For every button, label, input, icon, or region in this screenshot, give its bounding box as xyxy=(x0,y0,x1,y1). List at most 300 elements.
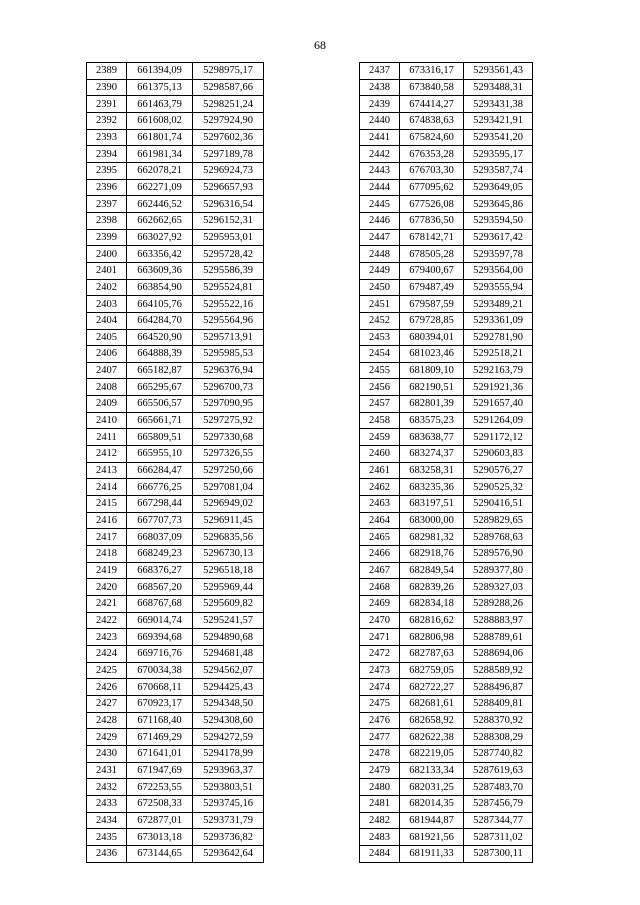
point-number-cell: 2407 xyxy=(87,362,127,379)
x-coordinate-cell: 681911,33 xyxy=(400,845,464,862)
point-number-cell: 2477 xyxy=(360,729,400,746)
point-number-cell: 2412 xyxy=(87,446,127,463)
x-coordinate-cell: 665182,87 xyxy=(127,362,193,379)
y-coordinate-cell: 5297250,66 xyxy=(193,462,264,479)
y-coordinate-cell: 5287483,70 xyxy=(464,779,533,796)
point-number-cell: 2442 xyxy=(360,146,400,163)
point-number-cell: 2437 xyxy=(360,63,400,80)
point-number-cell: 2449 xyxy=(360,262,400,279)
table-row xyxy=(87,712,264,729)
x-coordinate-cell: 683197,51 xyxy=(400,496,464,513)
x-coordinate-cell: 683000,00 xyxy=(400,512,464,529)
table-row xyxy=(360,645,533,662)
point-number-cell: 2463 xyxy=(360,496,400,513)
table-row xyxy=(360,79,533,96)
point-number-cell: 2416 xyxy=(87,512,127,529)
y-coordinate-cell: 5292518,21 xyxy=(464,346,533,363)
table-row xyxy=(87,329,264,346)
y-coordinate-cell: 5296152,31 xyxy=(193,212,264,229)
x-coordinate-cell: 664520,90 xyxy=(127,329,193,346)
x-coordinate-cell: 672508,33 xyxy=(127,795,193,812)
x-coordinate-cell: 673840,58 xyxy=(400,79,464,96)
y-coordinate-cell: 5296924,73 xyxy=(193,162,264,179)
point-number-cell: 2402 xyxy=(87,279,127,296)
y-coordinate-cell: 5293617,42 xyxy=(464,229,533,246)
table-row xyxy=(87,296,264,313)
table-row xyxy=(87,845,264,862)
point-number-cell: 2389 xyxy=(87,63,127,80)
table-row xyxy=(87,179,264,196)
table-row xyxy=(87,812,264,829)
table-row xyxy=(87,462,264,479)
x-coordinate-cell: 664105,76 xyxy=(127,296,193,313)
x-coordinate-cell: 681944,87 xyxy=(400,812,464,829)
point-number-cell: 2469 xyxy=(360,596,400,613)
table-row xyxy=(87,129,264,146)
x-coordinate-cell: 678505,28 xyxy=(400,246,464,263)
point-number-cell: 2428 xyxy=(87,712,127,729)
table-row xyxy=(360,362,533,379)
y-coordinate-cell: 5296316,54 xyxy=(193,196,264,213)
y-coordinate-cell: 5293431,38 xyxy=(464,96,533,113)
x-coordinate-cell: 661375,13 xyxy=(127,79,193,96)
point-number-cell: 2472 xyxy=(360,645,400,662)
x-coordinate-cell: 674414,27 xyxy=(400,96,464,113)
x-coordinate-cell: 664888,39 xyxy=(127,346,193,363)
table-row xyxy=(360,146,533,163)
point-number-cell: 2395 xyxy=(87,162,127,179)
y-coordinate-cell: 5294425,43 xyxy=(193,679,264,696)
point-number-cell: 2426 xyxy=(87,679,127,696)
table-row xyxy=(360,695,533,712)
x-coordinate-cell: 665955,10 xyxy=(127,446,193,463)
x-coordinate-cell: 670923,17 xyxy=(127,695,193,712)
y-coordinate-cell: 5288694,06 xyxy=(464,645,533,662)
table-row xyxy=(87,629,264,646)
point-number-cell: 2434 xyxy=(87,812,127,829)
y-coordinate-cell: 5296700,73 xyxy=(193,379,264,396)
y-coordinate-cell: 5287311,02 xyxy=(464,829,533,846)
y-coordinate-cell: 5297326,55 xyxy=(193,446,264,463)
y-coordinate-cell: 5294178,99 xyxy=(193,745,264,762)
x-coordinate-cell: 671947,69 xyxy=(127,762,193,779)
point-number-cell: 2444 xyxy=(360,179,400,196)
table-row xyxy=(87,362,264,379)
table-row xyxy=(87,529,264,546)
point-number-cell: 2448 xyxy=(360,246,400,263)
point-number-cell: 2445 xyxy=(360,196,400,213)
point-number-cell: 2396 xyxy=(87,179,127,196)
x-coordinate-cell: 669716,76 xyxy=(127,645,193,662)
y-coordinate-cell: 5291921,36 xyxy=(464,379,533,396)
point-number-cell: 2400 xyxy=(87,246,127,263)
point-number-cell: 2401 xyxy=(87,262,127,279)
x-coordinate-cell: 662446,52 xyxy=(127,196,193,213)
y-coordinate-cell: 5288789,61 xyxy=(464,629,533,646)
table-row xyxy=(87,429,264,446)
table-row xyxy=(87,496,264,513)
table-row xyxy=(360,446,533,463)
x-coordinate-cell: 682681,61 xyxy=(400,695,464,712)
y-coordinate-cell: 5287300,11 xyxy=(464,845,533,862)
table-row xyxy=(360,629,533,646)
point-number-cell: 2457 xyxy=(360,396,400,413)
point-number-cell: 2438 xyxy=(360,79,400,96)
y-coordinate-cell: 5298251,24 xyxy=(193,96,264,113)
x-coordinate-cell: 682806,98 xyxy=(400,629,464,646)
x-coordinate-cell: 666776,25 xyxy=(127,479,193,496)
point-number-cell: 2439 xyxy=(360,96,400,113)
table-row xyxy=(360,346,533,363)
x-coordinate-cell: 677526,08 xyxy=(400,196,464,213)
table-row xyxy=(87,546,264,563)
y-coordinate-cell: 5296949,02 xyxy=(193,496,264,513)
x-coordinate-cell: 682014,35 xyxy=(400,795,464,812)
table-row xyxy=(360,479,533,496)
table-row xyxy=(87,795,264,812)
x-coordinate-cell: 665661,71 xyxy=(127,412,193,429)
y-coordinate-cell: 5293489,21 xyxy=(464,296,533,313)
y-coordinate-cell: 5295609,82 xyxy=(193,596,264,613)
point-number-cell: 2474 xyxy=(360,679,400,696)
x-coordinate-cell: 667707,73 xyxy=(127,512,193,529)
point-number-cell: 2390 xyxy=(87,79,127,96)
table-row xyxy=(87,396,264,413)
point-number-cell: 2394 xyxy=(87,146,127,163)
x-coordinate-cell: 669014,74 xyxy=(127,612,193,629)
y-coordinate-cell: 5288370,92 xyxy=(464,712,533,729)
y-coordinate-cell: 5293587,74 xyxy=(464,162,533,179)
x-coordinate-cell: 675824,60 xyxy=(400,129,464,146)
y-coordinate-cell: 5295713,91 xyxy=(193,329,264,346)
y-coordinate-cell: 5287456,79 xyxy=(464,795,533,812)
x-coordinate-cell: 663356,42 xyxy=(127,246,193,263)
table-row xyxy=(87,512,264,529)
y-coordinate-cell: 5292781,90 xyxy=(464,329,533,346)
table-row xyxy=(87,212,264,229)
y-coordinate-cell: 5296730,13 xyxy=(193,546,264,563)
y-coordinate-cell: 5293555,94 xyxy=(464,279,533,296)
table-row xyxy=(87,196,264,213)
x-coordinate-cell: 682219,05 xyxy=(400,745,464,762)
table-row xyxy=(360,429,533,446)
y-coordinate-cell: 5288496,87 xyxy=(464,679,533,696)
point-number-cell: 2458 xyxy=(360,412,400,429)
y-coordinate-cell: 5290416,51 xyxy=(464,496,533,513)
point-number-cell: 2451 xyxy=(360,296,400,313)
y-coordinate-cell: 5293803,51 xyxy=(193,779,264,796)
y-coordinate-cell: 5296657,93 xyxy=(193,179,264,196)
y-coordinate-cell: 5288409,81 xyxy=(464,695,533,712)
y-coordinate-cell: 5295586,39 xyxy=(193,262,264,279)
y-coordinate-cell: 5293645,86 xyxy=(464,196,533,213)
x-coordinate-cell: 683235,36 xyxy=(400,479,464,496)
x-coordinate-cell: 668567,20 xyxy=(127,579,193,596)
x-coordinate-cell: 681921,56 xyxy=(400,829,464,846)
table-row xyxy=(87,695,264,712)
x-coordinate-cell: 676703,30 xyxy=(400,162,464,179)
point-number-cell: 2462 xyxy=(360,479,400,496)
y-coordinate-cell: 5295241,57 xyxy=(193,612,264,629)
table-row xyxy=(360,829,533,846)
x-coordinate-cell: 673013,18 xyxy=(127,829,193,846)
point-number-cell: 2480 xyxy=(360,779,400,796)
x-coordinate-cell: 683274,37 xyxy=(400,446,464,463)
y-coordinate-cell: 5297275,92 xyxy=(193,412,264,429)
point-number-cell: 2479 xyxy=(360,762,400,779)
y-coordinate-cell: 5290603,83 xyxy=(464,446,533,463)
x-coordinate-cell: 682834,18 xyxy=(400,596,464,613)
point-number-cell: 2409 xyxy=(87,396,127,413)
table-row xyxy=(360,679,533,696)
point-number-cell: 2405 xyxy=(87,329,127,346)
point-number-cell: 2482 xyxy=(360,812,400,829)
point-number-cell: 2483 xyxy=(360,829,400,846)
x-coordinate-cell: 682787,63 xyxy=(400,645,464,662)
point-number-cell: 2427 xyxy=(87,695,127,712)
table-row xyxy=(360,579,533,596)
table-row xyxy=(360,63,533,80)
table-row xyxy=(360,279,533,296)
table-row xyxy=(360,462,533,479)
point-number-cell: 2413 xyxy=(87,462,127,479)
y-coordinate-cell: 5290576,27 xyxy=(464,462,533,479)
point-number-cell: 2436 xyxy=(87,845,127,862)
x-coordinate-cell: 672253,55 xyxy=(127,779,193,796)
point-number-cell: 2481 xyxy=(360,795,400,812)
x-coordinate-cell: 682759,05 xyxy=(400,662,464,679)
y-coordinate-cell: 5292163,79 xyxy=(464,362,533,379)
x-coordinate-cell: 669394,68 xyxy=(127,629,193,646)
table-row xyxy=(360,729,533,746)
point-number-cell: 2476 xyxy=(360,712,400,729)
point-number-cell: 2414 xyxy=(87,479,127,496)
x-coordinate-cell: 662271,09 xyxy=(127,179,193,196)
y-coordinate-cell: 5293595,17 xyxy=(464,146,533,163)
x-coordinate-cell: 661463,79 xyxy=(127,96,193,113)
y-coordinate-cell: 5294890,68 xyxy=(193,629,264,646)
table-row xyxy=(87,479,264,496)
x-coordinate-cell: 661801,74 xyxy=(127,129,193,146)
y-coordinate-cell: 5293594,50 xyxy=(464,212,533,229)
x-coordinate-cell: 668249,23 xyxy=(127,546,193,563)
table-row xyxy=(87,562,264,579)
y-coordinate-cell: 5293642,64 xyxy=(193,845,264,862)
table-row xyxy=(87,596,264,613)
y-coordinate-cell: 5289288,26 xyxy=(464,596,533,613)
point-number-cell: 2411 xyxy=(87,429,127,446)
point-number-cell: 2475 xyxy=(360,695,400,712)
page-number: 68 xyxy=(314,38,326,52)
point-number-cell: 2467 xyxy=(360,562,400,579)
point-number-cell: 2471 xyxy=(360,629,400,646)
point-number-cell: 2454 xyxy=(360,346,400,363)
y-coordinate-cell: 5297081,04 xyxy=(193,479,264,496)
table-row xyxy=(87,79,264,96)
y-coordinate-cell: 5297330,68 xyxy=(193,429,264,446)
point-number-cell: 2392 xyxy=(87,112,127,129)
point-number-cell: 2473 xyxy=(360,662,400,679)
x-coordinate-cell: 662662,65 xyxy=(127,212,193,229)
point-number-cell: 2393 xyxy=(87,129,127,146)
point-number-cell: 2406 xyxy=(87,346,127,363)
x-coordinate-cell: 670034,38 xyxy=(127,662,193,679)
point-number-cell: 2455 xyxy=(360,362,400,379)
y-coordinate-cell: 5293361,09 xyxy=(464,312,533,329)
point-number-cell: 2440 xyxy=(360,112,400,129)
y-coordinate-cell: 5291264,09 xyxy=(464,412,533,429)
x-coordinate-cell: 678142,71 xyxy=(400,229,464,246)
x-coordinate-cell: 682722,27 xyxy=(400,679,464,696)
table-row xyxy=(360,662,533,679)
point-number-cell: 2446 xyxy=(360,212,400,229)
x-coordinate-cell: 682839,26 xyxy=(400,579,464,596)
coordinates-table-left xyxy=(86,62,264,863)
table-row xyxy=(87,262,264,279)
x-coordinate-cell: 679587,59 xyxy=(400,296,464,313)
table-row xyxy=(360,496,533,513)
point-number-cell: 2417 xyxy=(87,529,127,546)
table-row xyxy=(360,745,533,762)
point-number-cell: 2466 xyxy=(360,546,400,563)
x-coordinate-cell: 668767,68 xyxy=(127,596,193,613)
y-coordinate-cell: 5289829,65 xyxy=(464,512,533,529)
table-row xyxy=(360,596,533,613)
point-number-cell: 2404 xyxy=(87,312,127,329)
table-row xyxy=(87,279,264,296)
y-coordinate-cell: 5288883,97 xyxy=(464,612,533,629)
table-row xyxy=(87,229,264,246)
x-coordinate-cell: 668376,27 xyxy=(127,562,193,579)
y-coordinate-cell: 5294562,07 xyxy=(193,662,264,679)
y-coordinate-cell: 5294681,48 xyxy=(193,645,264,662)
point-number-cell: 2465 xyxy=(360,529,400,546)
point-number-cell: 2453 xyxy=(360,329,400,346)
y-coordinate-cell: 5295985,53 xyxy=(193,346,264,363)
x-coordinate-cell: 682190,51 xyxy=(400,379,464,396)
table-row xyxy=(360,562,533,579)
table-row xyxy=(87,829,264,846)
y-coordinate-cell: 5293745,16 xyxy=(193,795,264,812)
table-row xyxy=(360,296,533,313)
table-row xyxy=(87,312,264,329)
table-row xyxy=(360,795,533,812)
x-coordinate-cell: 673316,17 xyxy=(400,63,464,80)
point-number-cell: 2478 xyxy=(360,745,400,762)
point-number-cell: 2415 xyxy=(87,496,127,513)
x-coordinate-cell: 662078,21 xyxy=(127,162,193,179)
table-row xyxy=(87,146,264,163)
x-coordinate-cell: 682918,76 xyxy=(400,546,464,563)
table-row xyxy=(87,662,264,679)
point-number-cell: 2423 xyxy=(87,629,127,646)
point-number-cell: 2429 xyxy=(87,729,127,746)
table-row xyxy=(360,162,533,179)
x-coordinate-cell: 682658,92 xyxy=(400,712,464,729)
y-coordinate-cell: 5294308,60 xyxy=(193,712,264,729)
x-coordinate-cell: 661981,34 xyxy=(127,146,193,163)
y-coordinate-cell: 5297189,78 xyxy=(193,146,264,163)
point-number-cell: 2443 xyxy=(360,162,400,179)
y-coordinate-cell: 5297924,90 xyxy=(193,112,264,129)
table-row xyxy=(360,512,533,529)
table-row xyxy=(360,312,533,329)
point-number-cell: 2424 xyxy=(87,645,127,662)
table-row xyxy=(360,612,533,629)
x-coordinate-cell: 663854,90 xyxy=(127,279,193,296)
x-coordinate-cell: 677836,50 xyxy=(400,212,464,229)
table-row xyxy=(360,112,533,129)
table-row xyxy=(360,246,533,263)
table-row xyxy=(87,762,264,779)
x-coordinate-cell: 679487,49 xyxy=(400,279,464,296)
table-row xyxy=(87,612,264,629)
y-coordinate-cell: 5289377,80 xyxy=(464,562,533,579)
x-coordinate-cell: 668037,09 xyxy=(127,529,193,546)
point-number-cell: 2435 xyxy=(87,829,127,846)
y-coordinate-cell: 5289327,03 xyxy=(464,579,533,596)
point-number-cell: 2398 xyxy=(87,212,127,229)
x-coordinate-cell: 667298,44 xyxy=(127,496,193,513)
table-row xyxy=(360,396,533,413)
y-coordinate-cell: 5294272,59 xyxy=(193,729,264,746)
table-row xyxy=(360,129,533,146)
point-number-cell: 2464 xyxy=(360,512,400,529)
point-number-cell: 2433 xyxy=(87,795,127,812)
y-coordinate-cell: 5293561,43 xyxy=(464,63,533,80)
table-row xyxy=(360,845,533,862)
y-coordinate-cell: 5291657,40 xyxy=(464,396,533,413)
point-number-cell: 2420 xyxy=(87,579,127,596)
x-coordinate-cell: 664284,70 xyxy=(127,312,193,329)
y-coordinate-cell: 5289768,63 xyxy=(464,529,533,546)
x-coordinate-cell: 671641,01 xyxy=(127,745,193,762)
x-coordinate-cell: 682133,34 xyxy=(400,762,464,779)
x-coordinate-cell: 683258,31 xyxy=(400,462,464,479)
x-coordinate-cell: 681809,10 xyxy=(400,362,464,379)
point-number-cell: 2468 xyxy=(360,579,400,596)
x-coordinate-cell: 661608,02 xyxy=(127,112,193,129)
x-coordinate-cell: 674838,63 xyxy=(400,112,464,129)
table-row xyxy=(87,346,264,363)
x-coordinate-cell: 671469,29 xyxy=(127,729,193,746)
point-number-cell: 2430 xyxy=(87,745,127,762)
y-coordinate-cell: 5294348,50 xyxy=(193,695,264,712)
y-coordinate-cell: 5295728,42 xyxy=(193,246,264,263)
table-row xyxy=(360,379,533,396)
y-coordinate-cell: 5297090,95 xyxy=(193,396,264,413)
table-row xyxy=(87,162,264,179)
point-number-cell: 2419 xyxy=(87,562,127,579)
x-coordinate-cell: 663609,36 xyxy=(127,262,193,279)
y-coordinate-cell: 5287740,82 xyxy=(464,745,533,762)
table-row xyxy=(87,446,264,463)
x-coordinate-cell: 661394,09 xyxy=(127,63,193,80)
point-number-cell: 2441 xyxy=(360,129,400,146)
point-number-cell: 2391 xyxy=(87,96,127,113)
table-row xyxy=(87,729,264,746)
y-coordinate-cell: 5296376,94 xyxy=(193,362,264,379)
table-row xyxy=(87,412,264,429)
coordinates-table-right xyxy=(359,62,533,863)
point-number-cell: 2421 xyxy=(87,596,127,613)
y-coordinate-cell: 5295524,81 xyxy=(193,279,264,296)
y-coordinate-cell: 5293736,82 xyxy=(193,829,264,846)
x-coordinate-cell: 672877,01 xyxy=(127,812,193,829)
x-coordinate-cell: 682031,25 xyxy=(400,779,464,796)
table-row xyxy=(87,379,264,396)
x-coordinate-cell: 680394,01 xyxy=(400,329,464,346)
